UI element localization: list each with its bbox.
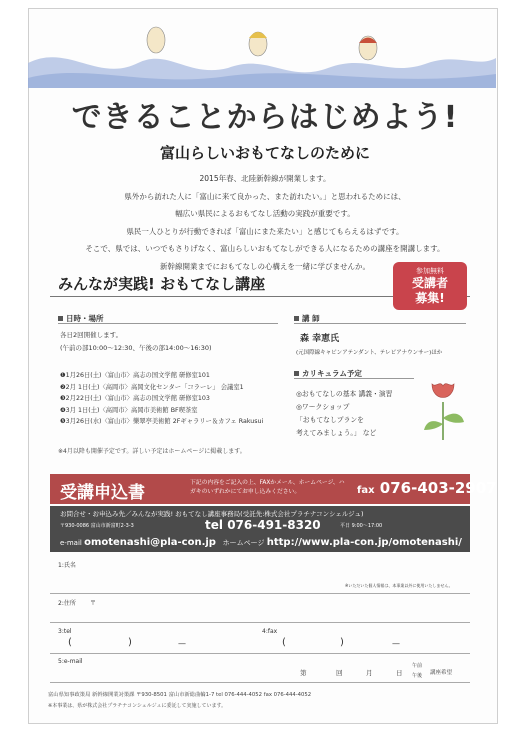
application-desc: 下記の内容をご記入の上、FAXかメール、ホームページ、ハガキのいずれかにてお申し込みください。 [190,480,345,495]
intro-line: 県民一人ひとりが行動できれば「富山にまた来たい」と感じてもらえるはずです。 [126,226,404,236]
hills-illustration [28,8,496,88]
intro-line: そこで、県では、いつでもさりげなく、富山らしいおもてなしができる人になるための講座を開講します。 [85,244,445,253]
badge-line1: 受講者 [411,276,448,290]
schedule-item: ❹3月 1日(土)〈高岡市〉高岡市美術館 BF喫茶室 [60,406,198,414]
intro-line: 県外から訪れた人に「富山に来て良かった、また訪れたい。」と思われるためには、 [124,191,406,201]
datetime-line2: (午前の部10:00〜12:30、午後の部14:00〜16:30) [60,344,212,352]
address-label: 2:住所 [58,600,76,607]
tel-fax-field[interactable] [50,653,470,654]
curriculum-item: ◎ワークショップ [296,403,350,411]
address-field[interactable] [50,622,470,623]
tulip-illustration [418,372,468,442]
application-bar [50,474,497,504]
date-day: 日 [396,669,403,677]
intro-line: 2015年春、北陸新幹線が開業します。 [199,174,331,183]
tel-form-label: 3:tel [58,628,72,635]
email-field[interactable] [50,682,470,683]
intro-text [60,170,470,275]
free-participation-badge [393,262,467,310]
name-field[interactable] [50,593,470,594]
curriculum-item: 「おもてなしプランを [296,416,364,424]
fax-dash: — [392,639,400,648]
square-icon [58,316,63,321]
intro-line: 幅広い県民によるおもてなし活動の実践が重要です。 [175,209,355,218]
badge-line2: 募集! [415,291,445,305]
footer-line2: ※本事業は、県が株式会社プラチナコンシェルジュに委託して実施しています。 [48,703,227,709]
contact-box [50,506,470,552]
divider [294,323,466,324]
web-label: ホームページ [222,539,265,547]
schedule-item: ❸2月22日(土)〈富山市〉高志の国文学館 研修室103 [60,395,210,402]
fax-paren-open: ( [282,637,286,648]
email-label: e-mail [60,539,82,547]
postal-mark: 〒 [90,600,97,607]
tel-label: tel [205,518,223,532]
tel-number: 076-491-8320 [227,518,321,532]
schedule-list [60,370,263,428]
square-icon [294,316,299,321]
date-month: 月 [366,669,373,677]
wish-label: 講座希望 [430,670,453,676]
contact-line1: お問合せ・お申込み先／みんなが実践! おもてなし講座事務局(受託先:株式会社プラチナコンシェルジュ) [60,510,364,518]
schedule-item: ❶1月26日(土)〈富山市〉高志の国文学館 研修室101 [60,372,210,379]
curriculum-item: ◎おもてなしの基本 講義・演習 [296,390,393,398]
curriculum-list [296,388,392,440]
date-kai: 回 [336,669,343,677]
lecturer-name: 森 幸恵氏 [300,334,340,344]
curriculum-item: 考えてみましょう。」 など [296,429,377,437]
application-heading: 受講申込書 [60,483,145,503]
fax-number: 076-403-2907 [379,479,497,497]
email-link[interactable]: omotenashi@pla-con.jp [84,537,216,548]
subtitle: 富山らしいおもてなしのために [159,144,370,162]
schedule-note: ※4月以降も開催予定です。詳しい予定はホームページに掲載します。 [58,448,246,455]
contact-hours: 平日 9:00〜17:00 [340,523,383,529]
course-title: みんなが実践! おもてなし講座 [58,275,266,293]
badge-small: 参加無料 [416,267,444,275]
am-option[interactable]: 午前 [412,663,423,669]
web-link[interactable]: http://www.pla-con.jp/omotenashi/ [266,537,462,548]
datetime-heading-label: 日時・場所 [66,314,104,323]
privacy-note: ※いただいた個人情報は、本事業以外に使用いたしません。 [345,583,453,588]
contact-address: 〒930-0086 富山市新富町2-3-3 [60,523,134,529]
schedule-item: ❺3月26日(水)〈富山市〉樂翠亭美術館 2Fギャラリー＆カフェ Rakusui [60,418,264,425]
lecturer-heading-label: 講 師 [302,314,320,323]
email-form-label: 5:e-mail [58,658,83,665]
application-fax [357,479,497,497]
pm-option[interactable]: 午後 [412,673,423,679]
contact-email-web [60,537,462,548]
date-no: 第 [300,669,307,677]
tel-paren-open: ( [68,637,72,648]
datetime-line1: 各日2回開催します。 [60,331,123,339]
name-label: 1:氏名 [58,562,76,569]
tel-paren-close: ) [128,637,132,648]
square-icon [294,371,299,376]
fax-form-label: 4:fax [262,628,278,635]
main-title: できることからはじめよう! [71,100,459,135]
fax-paren-close: ) [340,637,344,648]
divider [58,323,278,324]
footer-line1: 富山県知事政策局 新幹線開業対策課 〒930-8501 富山市新総曲輪1-7 tel 076-444-4052 fax 076-444-4052 [48,692,312,698]
curriculum-heading-label: カリキュラム予定 [302,369,362,378]
intro-line: 新幹線開業までにおもてなしの心構えを一緒に学びませんか。 [160,261,370,271]
fax-label: fax [357,485,375,496]
divider [294,378,414,379]
contact-tel [205,518,321,532]
tel-dash: — [178,639,186,648]
lecturer-desc: (元国際線キャビンアテンダント、テレビアナウンサー)ほか [296,350,443,356]
schedule-item: ❷2月 1日(土)〈高岡市〉高岡文化センター「コラーレ」 会議室1 [60,383,244,391]
